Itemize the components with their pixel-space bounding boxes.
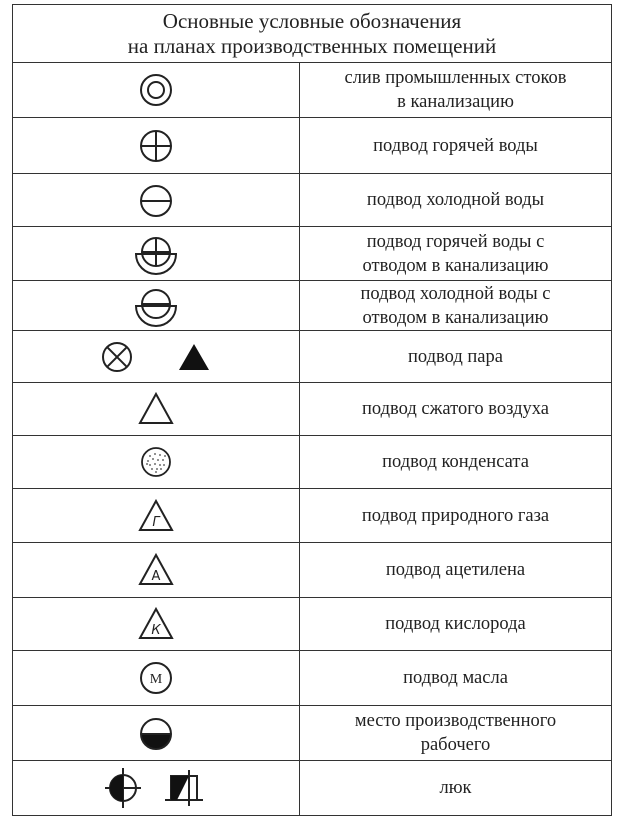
dotted-circle-icon	[136, 442, 176, 482]
description-text: подвод природного газа	[361, 505, 550, 526]
description-text: подвод холодной воды	[366, 190, 545, 210]
description-cell	[300, 436, 611, 488]
half-filled-circle-icon	[136, 713, 176, 753]
triangle-letter-a-icon	[136, 550, 176, 590]
symbol-letter: К	[151, 623, 161, 638]
symbol-cell	[13, 761, 300, 815]
description-cell	[300, 706, 611, 760]
description-cell	[300, 174, 611, 226]
circle-cross-with-bowl-icon	[128, 232, 184, 276]
table-row	[13, 489, 611, 543]
hatch-symbols-icon	[101, 766, 211, 810]
table-row	[13, 63, 611, 118]
description-text: люк	[439, 778, 472, 798]
triangle-letter-k-icon	[136, 604, 176, 644]
symbol-cell	[13, 543, 300, 597]
table-row	[13, 598, 611, 651]
symbol-cell	[13, 63, 300, 117]
symbol-cell	[13, 331, 300, 382]
description-cell	[300, 651, 611, 705]
circle-cross-icon	[136, 126, 176, 166]
description-text: подвод холодной воды с отводом в канализацию	[360, 283, 551, 328]
symbol-cell	[13, 383, 300, 435]
title-line-1: Основные условные обозначения	[162, 9, 462, 33]
table-row	[13, 436, 611, 489]
table-row	[13, 761, 611, 815]
description-cell	[300, 118, 611, 173]
concentric-circles-icon	[136, 70, 176, 110]
title-line-2: на планах производственных помещений	[127, 34, 497, 58]
table-row	[13, 383, 611, 436]
description-text: подвод пара	[408, 346, 503, 367]
symbol-cell	[13, 118, 300, 173]
circle-horizontal-line-icon	[136, 180, 176, 220]
description-cell	[300, 383, 611, 435]
symbol-cell	[13, 598, 300, 650]
triangle-icon	[136, 389, 176, 429]
description-text: подвод ацетилена	[385, 560, 526, 580]
description-text: слив промышленных стоков в канализацию	[344, 68, 567, 112]
symbol-letter: Г	[152, 514, 160, 530]
symbol-cell	[13, 651, 300, 705]
symbol-cell	[13, 706, 300, 760]
table-row	[13, 281, 611, 331]
symbol-cell	[13, 281, 300, 330]
table-row	[13, 651, 611, 706]
description-text: подвод горячей воды с отводом в канализацию	[362, 231, 549, 276]
description-text: место производственного рабочего	[354, 711, 557, 755]
description-cell	[300, 489, 611, 542]
description-cell	[300, 543, 611, 597]
description-text: подвод горячей воды	[373, 135, 538, 156]
table-row	[13, 174, 611, 227]
circle-x-and-filled-triangle-icon	[101, 337, 211, 377]
symbol-letter: М	[149, 672, 163, 687]
description-text: подвод масла	[403, 668, 508, 688]
table-row	[13, 227, 611, 281]
symbol-letter: А	[151, 569, 161, 584]
description-cell	[300, 761, 611, 815]
symbol-cell	[13, 227, 300, 280]
circle-line-with-bowl-icon	[128, 284, 184, 328]
circle-letter-m-icon	[136, 658, 176, 698]
symbols-table	[12, 4, 612, 816]
table-row	[13, 331, 611, 383]
table-title	[13, 5, 611, 63]
description-text: подвод конденсата	[382, 452, 529, 472]
description-cell	[300, 227, 611, 280]
description-cell	[300, 331, 611, 382]
description-text: подвод кислорода	[385, 614, 526, 634]
table-row	[13, 706, 611, 761]
symbol-cell	[13, 489, 300, 542]
description-cell	[300, 63, 611, 117]
description-cell	[300, 598, 611, 650]
description-text: подвод сжатого воздуха	[362, 399, 549, 419]
symbol-cell	[13, 174, 300, 226]
table-row	[13, 118, 611, 174]
table-row	[13, 543, 611, 598]
triangle-letter-g-icon	[136, 496, 176, 536]
description-cell	[300, 281, 611, 330]
symbol-cell	[13, 436, 300, 488]
